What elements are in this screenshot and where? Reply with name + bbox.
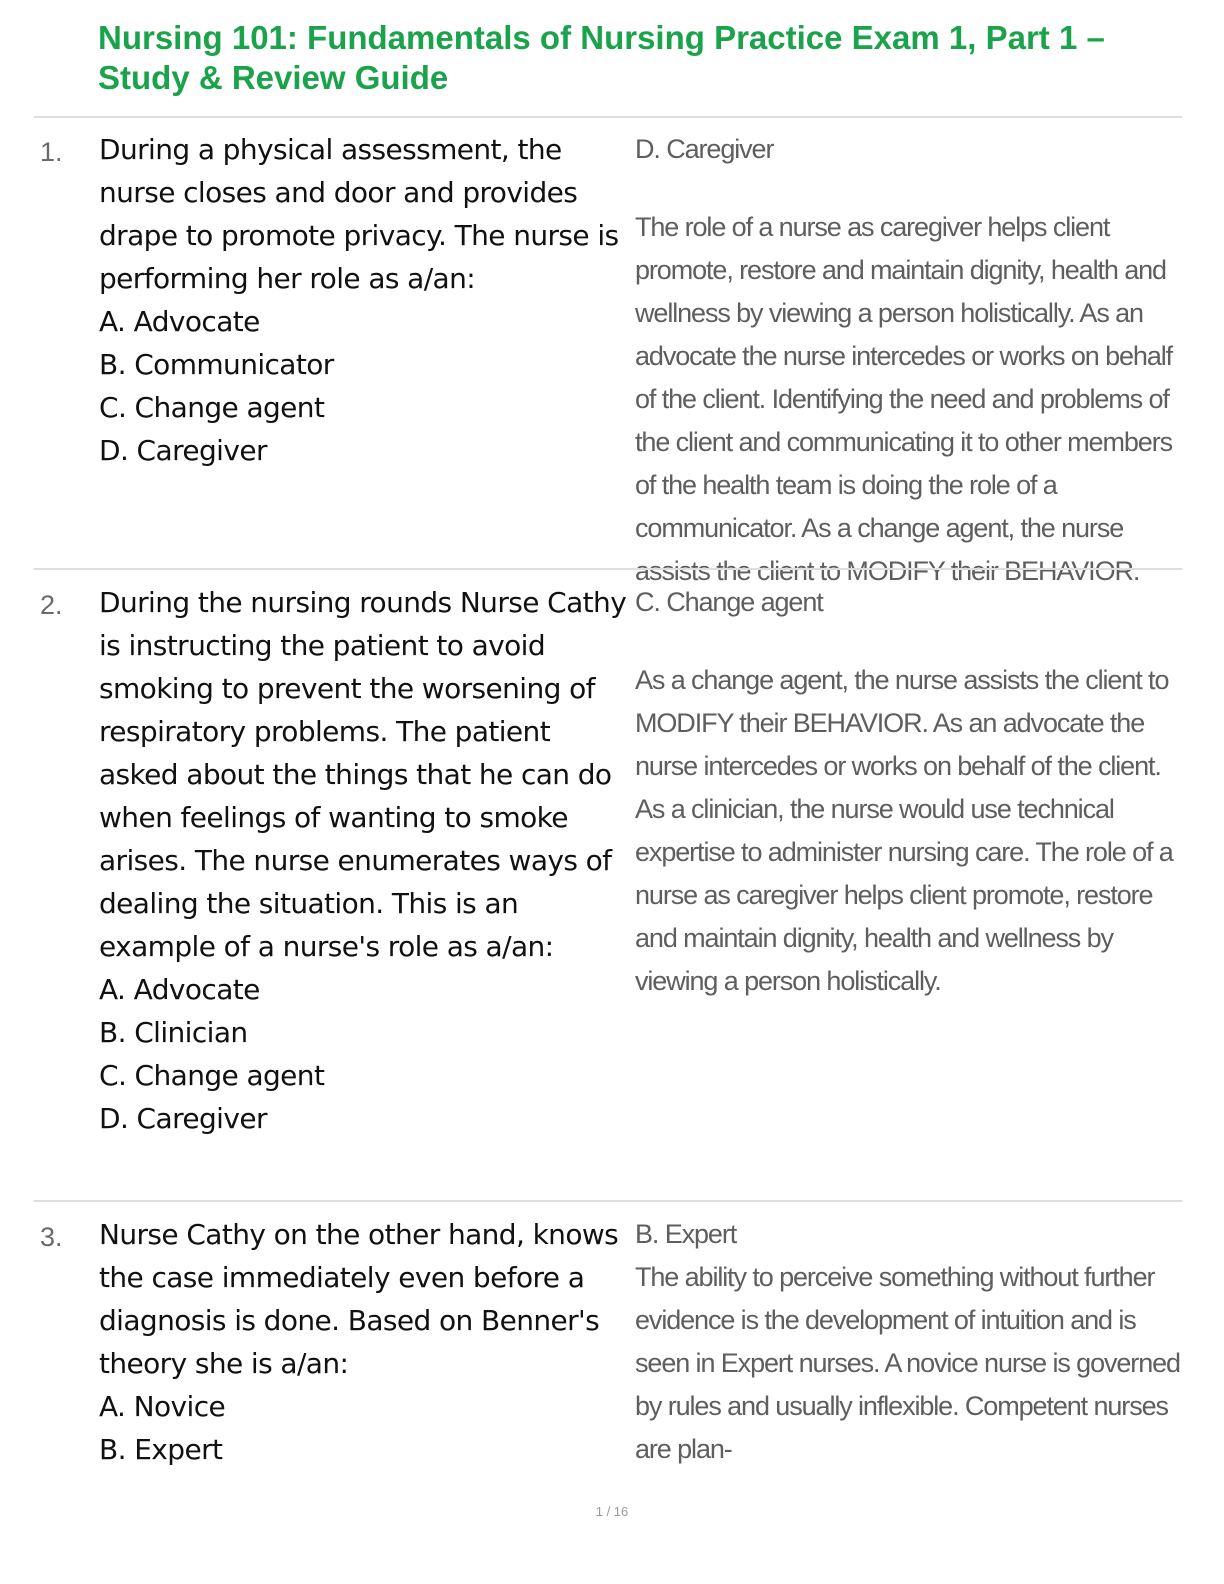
- question-3: [99, 1213, 633, 1471]
- document-title: Nursing 101: Fundamentals of Nursing Practice Exam 1, Part 1 – Study & Review Guide: [98, 19, 1105, 96]
- rationale: The ability to perceive something without further evidence is the development of intuition and is seen in Expert nurses. A novice nurse is governed by rules and usually inflexible. Competent nurses are plan-: [635, 1262, 1180, 1464]
- option-a: A. Advocate: [99, 973, 260, 1006]
- question-number: 3.: [40, 1222, 63, 1252]
- answer-3: [635, 1213, 1180, 1471]
- option-b: B. Expert: [99, 1433, 223, 1466]
- option-d: D. Caregiver: [99, 1102, 267, 1135]
- question-number: 2.: [40, 590, 63, 620]
- question-stem: During the nursing rounds Nurse Cathy is instructing the patient to avoid smoking to prevent the worsening of respiratory problems. The patient asked about the things that he can do when feelings of wanting to smoke arises. The nurse enumerates ways of dealing the situation. This is an example of a nurse's role as a/an:: [99, 586, 627, 963]
- option-b: B. Clinician: [99, 1016, 248, 1049]
- correct-answer: B. Expert: [635, 1219, 737, 1249]
- divider: [34, 116, 1182, 118]
- correct-answer: D. Caregiver: [635, 134, 774, 164]
- divider: [34, 1200, 1182, 1202]
- option-d: D. Caregiver: [99, 434, 267, 467]
- answer-1: [635, 128, 1180, 593]
- question-1: [99, 128, 633, 472]
- option-a: A. Novice: [99, 1390, 226, 1423]
- option-c: C. Change agent: [99, 391, 325, 424]
- answer-2: [635, 581, 1180, 1003]
- question-stem: During a physical assessment, the nurse closes and door and provides drape to promote privacy. The nurse is performing her role as a/an:: [99, 133, 619, 295]
- option-c: C. Change agent: [99, 1059, 325, 1092]
- page-number: 1 / 16: [595, 1504, 629, 1519]
- question-number: 1.: [40, 137, 63, 167]
- option-a: A. Advocate: [99, 305, 260, 338]
- question-2: [99, 581, 633, 1140]
- correct-answer: C. Change agent: [635, 587, 823, 617]
- rationale: The role of a nurse as caregiver helps client promote, restore and maintain dignity, health and wellness by viewing a person holistically. As an advocate the nurse intercedes or works on behalf of the client. Identifying the need and problems of the client and communicating it to other members of the health team is doing the role of a communicator. As a change agent, the nurse assists the client to MODIFY their BEHAVIOR.: [635, 212, 1173, 586]
- rationale: As a change agent, the nurse assists the client to MODIFY their BEHAVIOR. As an advocate the nurse intercedes or works on behalf of the client. As a clinician, the nurse would use technical expertise to administer nursing care. The role of a nurse as caregiver helps client promote, restore and maintain dignity, health and wellness by viewing a person holistically.: [635, 665, 1173, 996]
- option-b: B. Communicator: [99, 348, 334, 381]
- question-stem: Nurse Cathy on the other hand, knows the case immediately even before a diagnosis is done. Based on Benner's theory she is a/an:: [99, 1218, 619, 1380]
- divider: [34, 568, 1182, 570]
